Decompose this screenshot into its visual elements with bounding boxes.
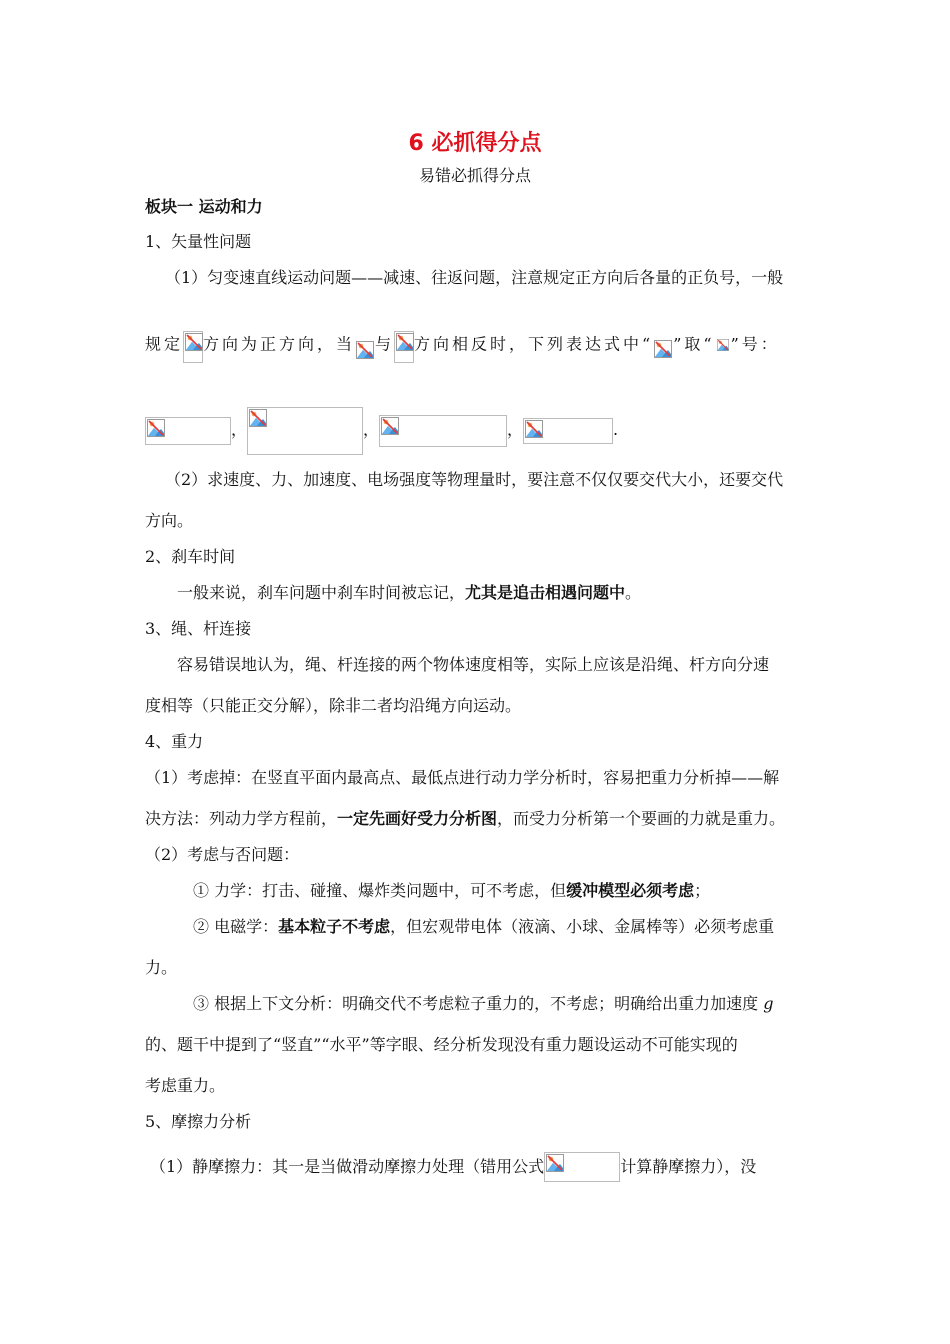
separator: ， <box>363 420 380 439</box>
text-segment: 方向为正方向，当 <box>203 334 356 354</box>
text-segment: ，但宏观带电体（液滴、小球、金属棒等）必须考虑重 <box>390 917 775 936</box>
paragraph-1-1: （1）匀变速直线运动问题——减速、往返问题，注意规定正方向后各量的正负号，一般 <box>165 268 784 287</box>
formula-row <box>145 406 618 455</box>
separator: ， <box>231 420 248 439</box>
text-segment: ③ 根据上下文分析：明确交代不考虑粒子重力的，不考虑；明确给出重力加速度 <box>193 994 764 1013</box>
topic-heading-1: 1、矢量性问题 <box>145 232 252 251</box>
paragraph-4-3: （2）考虑与否问题： <box>145 845 300 864</box>
variable-g: g <box>763 994 774 1013</box>
emphasis-text: 基本粒子不考虑 <box>278 917 391 936</box>
text-segment: 与 <box>375 334 395 354</box>
page-subtitle: 易错必抓得分点 <box>418 166 531 185</box>
emphasis-text: 一定先画好受力分析图 <box>337 809 498 828</box>
paragraph-5-1 <box>150 1152 756 1182</box>
paragraph-4-9: 考虑重力。 <box>145 1076 226 1095</box>
emphasis-text: 尤其是追击相遇问题中 <box>465 583 626 602</box>
topic-heading-3: 3、绳、杆连接 <box>145 619 252 638</box>
paragraph-4-5 <box>193 917 774 937</box>
broken-image-icon <box>715 338 731 352</box>
text-segment: ① 力学：打击、碰撞、爆炸类问题中，可不考虑，但 <box>193 881 567 900</box>
paragraph-4-8: 的、题干中提到了“竖直”“水平”等字眼、经分析发现没有重力题设运动不可能实现的 <box>145 1035 738 1054</box>
topic-heading-5: 5、摩擦力分析 <box>145 1112 252 1131</box>
paragraph-4-6: 力。 <box>145 958 178 977</box>
text-segment: ”取“ <box>673 334 715 354</box>
broken-image-icon <box>379 415 507 447</box>
broken-image-icon <box>355 340 375 360</box>
broken-image-icon <box>145 417 231 445</box>
paragraph-3-2: 度相等（只能正交分解），除非二者均沿绳方向运动。 <box>145 696 522 715</box>
text-segment: 。 <box>625 583 642 602</box>
broken-image-icon <box>247 407 363 455</box>
broken-image-icon <box>653 339 673 359</box>
paragraph-1-3: （2）求速度、力、加速度、电场强度等物理量时，要注意不仅仅要交代大小，还要交代 <box>165 470 784 489</box>
paragraph-4-2 <box>145 809 785 829</box>
paragraph-3-1: 容易错误地认为，绳、杆连接的两个物体速度相等，实际上应该是沿绳、杆方向分速 <box>177 655 770 674</box>
paragraph-4-1: （1）考虑掉：在竖直平面内最高点、最低点进行动力学分析时，容易把重力分析掉——解 <box>145 768 780 787</box>
separator: . <box>613 420 619 439</box>
section-heading: 板块一 运动和力 <box>145 197 263 216</box>
broken-image-icon <box>183 331 203 363</box>
text-segment: ② 电磁学： <box>193 917 279 936</box>
text-segment: ”号： <box>730 334 780 354</box>
topic-heading-4: 4、重力 <box>145 732 204 751</box>
page-title: 6 必抓得分点 <box>408 131 542 156</box>
broken-image-icon <box>394 331 414 363</box>
text-segment: ； <box>694 881 711 900</box>
text-segment: （1）静摩擦力：其一是当做滑动摩擦力处理（错用公式 <box>150 1157 545 1176</box>
paragraph-4-4 <box>193 881 710 901</box>
text-segment: 计算静摩擦力），没 <box>620 1157 757 1176</box>
text-segment: 规定 <box>145 334 184 354</box>
paragraph-1-4: 方向。 <box>145 511 194 530</box>
text-segment: 一般来说，刹车问题中刹车时间被忘记， <box>177 583 466 602</box>
paragraph-2-1 <box>177 583 641 603</box>
text-segment: 决方法：列动力学方程前， <box>145 809 338 828</box>
emphasis-text: 缓冲模型必须考虑 <box>566 881 695 900</box>
broken-image-icon <box>523 418 613 444</box>
broken-image-icon <box>544 1152 620 1182</box>
paragraph-1-2 <box>145 327 780 363</box>
paragraph-4-7 <box>193 994 773 1014</box>
separator: ， <box>507 420 524 439</box>
topic-heading-2: 2、刹车时间 <box>145 547 236 566</box>
text-segment: 方向相反时，下列表达式中“ <box>414 334 654 354</box>
text-segment: ，而受力分析第一个要画的力就是重力。 <box>497 809 786 828</box>
